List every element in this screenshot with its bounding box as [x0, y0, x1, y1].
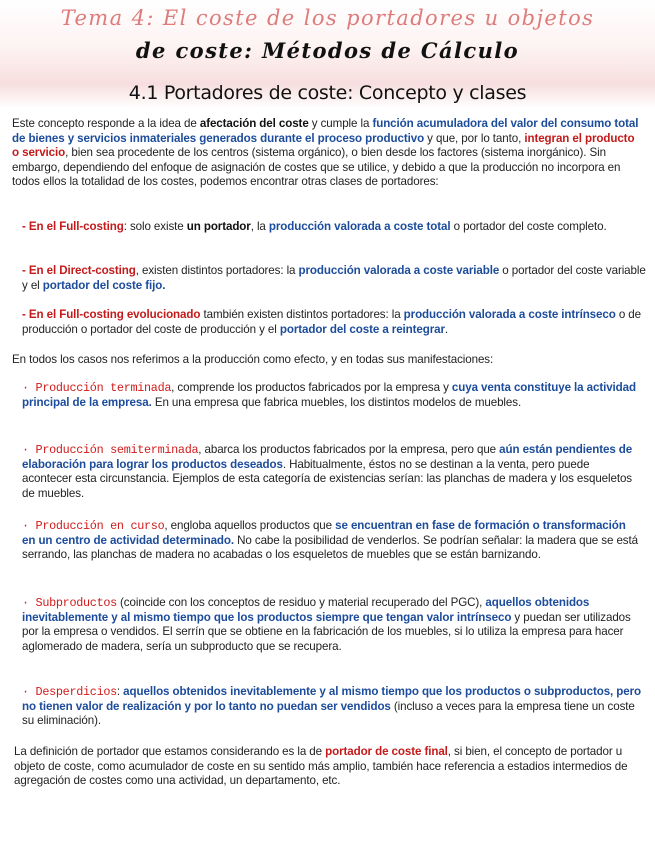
product-highlight: se encuentran en fase de formación o transformación en un centro de actividad determinado.: [22, 519, 626, 547]
product-text: y puedan ser utilizados por la empresa o vendidos. El serrín que se obtiene en la fabricación de los muebles, si lo utiliza la empresa para hacer aglomerado de madera, sería un subproducto que se recupera.: [22, 610, 631, 653]
product-highlight: cuya venta constituye la actividad principal de la empresa.: [22, 381, 636, 409]
product-terminada: [22, 381, 637, 410]
method-text: : solo existe: [123, 220, 187, 233]
product-label: · Producción terminada: [22, 381, 172, 395]
method-text: .: [444, 322, 449, 336]
method-highlight: producción valorada a coste variable: [298, 264, 500, 277]
product-text: :: [116, 685, 124, 698]
intro-text: , bien sea procedente de los centros (sistema orgánico), o bien desde los factores (sistema inorgánico). Sin embargo, dependiendo del enfoque de asignación de costes que se utilice, y debido a que la producción no incorpora en todos ellos la totalidad de los costes, podemos encontrar otras clases de portadores:: [12, 146, 621, 189]
page-title-line-2: de coste: Métodos de Cálculo: [135, 38, 520, 63]
product-text: . Habitualmente, éstos no se destinan a la venta, pero puede acontecer esta circunstancia. Ejemplos de esta categoría de existencias serían: las planchas de madera y los esqueletos de muebles.: [22, 457, 633, 500]
conclusion-text: , si bien, el concepto de portador u objeto de coste, como acumulador de coste en su sentido más amplio, también hace referencia a estadios intermedios de agregación de costes como una actividad, un departamento, etc.: [14, 745, 628, 788]
intro-highlight: función acumuladora del valor del consumo total de bienes y servicios inmateriales generados durante el proceso productivo: [12, 117, 639, 145]
product-text: , abarca los productos fabricados por la empresa, pero que: [198, 443, 500, 456]
method-full-costing-evolved: [22, 308, 642, 337]
intro-bold: afectación del coste: [199, 117, 309, 130]
product-text: (coincide con los conceptos de residuo y material recuperado del PGC),: [116, 596, 486, 609]
method-text: también existen distintos portadores: la: [200, 308, 404, 321]
conclusion-paragraph: [14, 745, 644, 789]
product-subproductos: [22, 596, 647, 654]
intro-red: integran el producto o servicio: [12, 131, 635, 160]
method-text: , la: [250, 220, 269, 233]
product-desperdicios: [22, 685, 642, 729]
page-title-line-1: Tema 4: El coste de los portadores u objetos: [60, 6, 595, 30]
method-text: o portador del coste completo.: [450, 220, 607, 233]
method-text: , existen distintos portadores: la: [135, 264, 299, 277]
product-highlight: aquellos obtenidos inevitablemente y al mismo tiempo que los productos o subproductos, pero no tienen valor de realización y por lo tanto no puedan ser vendidos: [22, 685, 642, 713]
cases-intro: En todos los casos nos referimos a la producción como efecto, y en todas sus manifestaciones:: [12, 353, 494, 366]
intro-text: y que, por lo tanto,: [424, 131, 525, 145]
method-name: - En el Direct-costing: [22, 264, 136, 277]
product-highlight: aquellos obtenidos inevitablemente y al mismo tiempo que los productos siempre que tengan valor intrínseco: [22, 596, 590, 624]
conclusion-red: portador de coste final: [325, 745, 448, 758]
method-highlight: producción valorada a coste intrínseco: [403, 308, 616, 321]
product-label: · Producción en curso: [22, 519, 165, 533]
method-highlight: producción valorada a coste total: [268, 220, 451, 233]
conclusion-text: La definición de portador que estamos considerando es la de: [14, 745, 326, 758]
product-text: En una empresa que fabrica muebles, los distintos modelos de muebles.: [151, 395, 522, 409]
product-text: (incluso a veces para la empresa tiene un coste su eliminación).: [22, 699, 635, 728]
product-label: · Desperdicios: [22, 685, 117, 699]
method-full-costing: [22, 220, 642, 235]
method-name: - En el Full-costing: [22, 220, 124, 233]
product-text: No cabe la posibilidad de venderlos. Se podrían señalar: la madera que se está serrando, las planchas de madera no acabadas o los esqueletos de muebles que se están barnizando.: [22, 533, 638, 562]
intro-paragraph: [12, 117, 642, 190]
intro-text: y cumple la: [308, 117, 373, 130]
section-heading: 4.1 Portadores de coste: Concepto y clases: [128, 82, 527, 104]
intro-text: Este concepto responde a la idea de: [12, 117, 200, 130]
product-semiterminada: [22, 443, 642, 501]
method-direct-costing: [22, 264, 648, 293]
method-highlight: portador del coste fijo.: [42, 278, 166, 292]
method-name: - En el Full-costing evolucionado: [22, 308, 201, 321]
product-label: · Producción semiterminada: [22, 443, 199, 457]
product-highlight: aún están pendientes de elaboración para lograr los productos deseados: [22, 443, 633, 471]
product-text: , comprende los productos fabricados por la empresa y: [171, 381, 452, 394]
product-text: , engloba aquellos productos que: [164, 519, 336, 532]
product-label: · Subproductos: [22, 596, 117, 610]
method-text: o de producción o portador del coste de producción y el: [22, 308, 642, 336]
method-highlight: portador del coste a reintegrar: [279, 322, 445, 336]
product-en-curso: [22, 519, 642, 563]
method-bold: un portador: [186, 220, 251, 233]
method-text: o portador del coste variable y el: [22, 264, 646, 292]
